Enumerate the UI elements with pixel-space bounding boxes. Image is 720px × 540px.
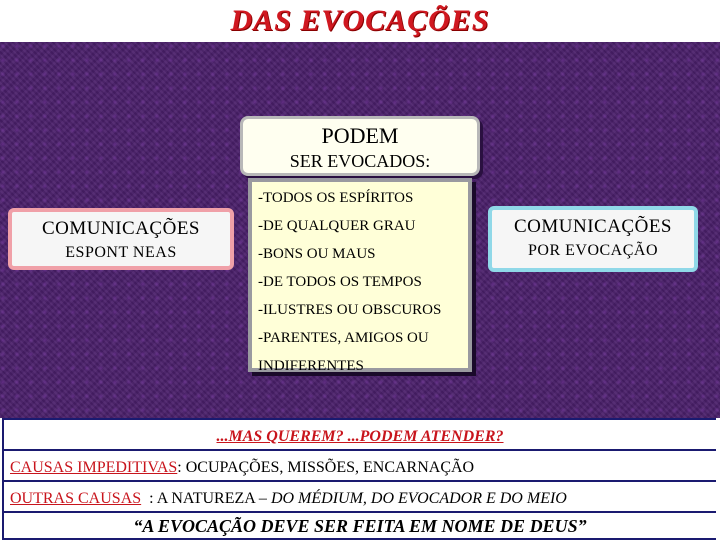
- title-bar: [0, 0, 720, 42]
- spontaneous-box: [8, 208, 234, 270]
- impeding-causes-text: : OCUPAÇÕES, MISSÕES, ENCARNAÇÃO: [177, 459, 475, 476]
- list-item: -BONS OU MAUS: [258, 246, 376, 262]
- question-row: ...MAS QUEREM? ...PODEM ATENDER?: [2, 418, 716, 451]
- other-causes-row: [2, 480, 716, 513]
- evocable-list: [248, 178, 472, 372]
- list-item: -ILUSTRES OU OBSCUROS: [258, 302, 442, 318]
- list-item: -DE TODOS OS TEMPOS: [258, 274, 422, 290]
- slide-title: DAS EVOCAÇÕES: [230, 4, 490, 37]
- other-causes-italic: DO MÉDIUM, DO EVOCADOR E DO MEIO: [270, 490, 567, 507]
- evocation-subtitle: POR EVOCAÇÃO: [527, 242, 658, 259]
- list-item: -DE QUALQUER GRAU: [258, 218, 416, 234]
- spontaneous-subtitle: ESPONT NEAS: [65, 244, 177, 261]
- evocation-box: [488, 206, 698, 272]
- list-item: -TODOS OS ESPÍRITOS: [258, 190, 414, 206]
- evocation-title: COMUNICAÇÕES: [513, 216, 673, 237]
- impeding-causes-label: CAUSAS IMPEDITIVAS: [10, 459, 178, 476]
- podem-subtitle: SER EVOCADOS:: [289, 151, 431, 171]
- other-causes-text: : A NATUREZA –: [141, 490, 271, 507]
- impeding-causes-row: [2, 449, 716, 482]
- list-item: INDIFERENTES: [258, 358, 364, 374]
- closing-quote-row: “A EVOCAÇÃO DEVE SER FEITA EM NOME DE DEUS”: [2, 511, 716, 540]
- spontaneous-title: COMUNICAÇÕES: [41, 218, 201, 239]
- other-causes-label: OUTRAS CAUSAS: [10, 490, 142, 507]
- bottom-table: [0, 418, 720, 540]
- list-item: -PARENTES, AMIGOS OU: [258, 330, 429, 346]
- podem-title: PODEM: [321, 123, 399, 148]
- podem-box: [240, 116, 480, 176]
